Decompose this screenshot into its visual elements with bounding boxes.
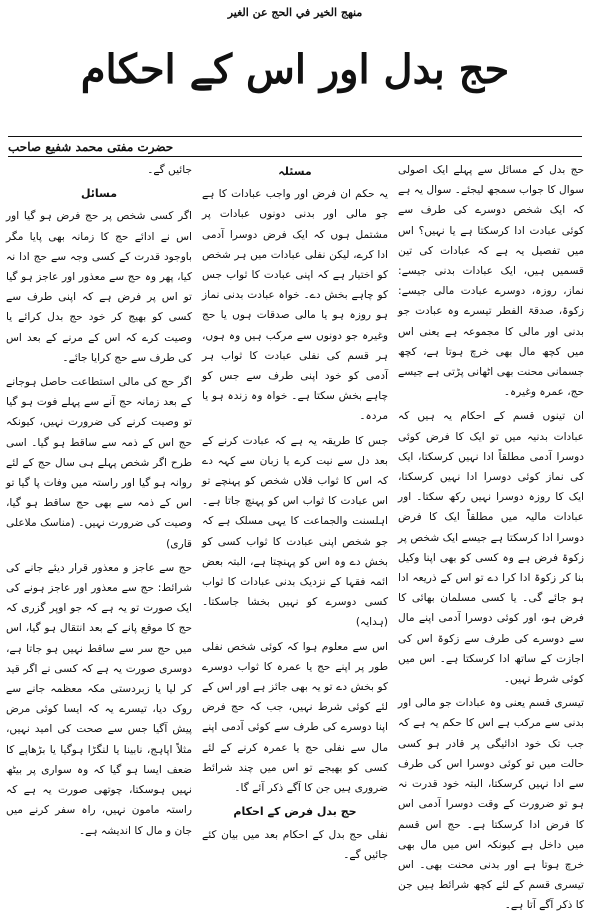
- paragraph: اگر حج کی مالی استطاعت حاصل ہوجانے کے بعد زمانہ حج آنے سے پہلے فوت ہو گیا تو وصیت کرنے کی ضرورت نہیں، کیونکہ حج اس کے ذمہ سے ساقط ہو گیا۔ اسی طرح اگر شخص پہلے ہی سال حج کے لئے روانہ ہو گیا اور راستہ میں وفات پا گیا تو اس کے ذمہ سے بھی حج ساقط ہو گیا، وصیت کی ضرورت نہیں۔ (مناسک ملاعلی قاری): [6, 376, 192, 550]
- article-title: حج بدل اور اس کے احکام: [80, 46, 510, 93]
- divider-top: [8, 136, 582, 137]
- paragraph: اگر کسی شخص پر حج فرض ہو گیا اور اس نے ادائے حج کا زمانہ بھی پایا مگر باوجود قدرت کے کسی وجہ سے حج ادا نہ کیا، پھر وہ حج سے معذور اور عاجز ہو گیا تو اس پر فرض ہے کہ اپنی طرف سے کسی کو بھیج کر خود حج بدل کرائے یا وصیت کرے کہ اس کے مرنے کے بعد اس کی طرف سے حج کرایا جائے۔: [6, 210, 192, 364]
- paragraph: جائیں گے۔: [147, 164, 192, 176]
- running-header: منهج الخير في الحج عن الغير: [227, 6, 363, 19]
- paragraph: ان تینوں قسم کے احکام یہ ہیں کہ عبادات بدنیہ میں تو ایک کا فرض کوئی دوسرا آدمی مطلقاً ادا نہیں کرسکتا، ایک کی نماز کوئی دوسرا ادا نہیں کرسکتا، ایک کا روزہ دوسرا نہیں رکھ سکتا۔ اور عبادات مالیہ میں مطلقاً ایک کا فرض دوسرا ادا کرسکتا ہے جیسے ایک شخص پر زکوۃ فرض ہے وہ کسی کو بھی اپنا وکیل بنا کر زکوۃ ادا کرا دے تو اس کے ذریعہ ادا ہو جائے گی۔ یا کسی مسلمان بھائی کا فرض ہو، اور کوئی دوسرا آدمی اپنے مال سے دوسرے کی طرف سے زکوۃ اس کی اجازت کے ساتھ ادا کرسکتا ہے۔ اس میں کوئی شرط نہیں۔: [398, 410, 584, 686]
- section-heading: مسئلہ: [278, 165, 312, 178]
- text-columns: [6, 160, 584, 912]
- paragraph: حج سے عاجز و معذور قرار دیئے جانے کی شرائط: حج سے معذور اور عاجز ہونے کی ایک صورت تو یہ ہے کہ جو اوپر گزری کہ حج کا موقع پانے کے بعد انتقال ہو گیا، اس میں حج سر سے ساقط نہیں ہو جاتا ہے، دوسری صورت یہ ہے کہ کسی نے اگر قید کر لیا یا زبردستی مکہ معظمہ جانے سے روک دیا، تیسرے یہ کہ ایسا کوئی مرض پیش آگیا جس سے صحت کی امید نہیں، مثلاً اپاہج، نابینا یا لنگڑا ہوگیا یا بڑھاپے کا ضعف ایسا ہو گیا کہ وہ سواری پر بیٹھ نہیں ہوسکتا، چوتھی صورت یہ ہے کہ راستہ مامون نہیں، راہ سفر کرنے میں جان و مال کا اندیشہ ہے۔: [6, 561, 192, 837]
- paragraph: جس کا طریقہ یہ ہے کہ عبادت کرنے کے بعد دل سے نیت کرے یا زبان سے کہہ دے کہ اس کا ثواب فلاں شخص کو پہنچے تو اس عبادت کا ثواب اس کو پہنچ جاتا ہے۔ اہلسنت والجماعت کا یہی مسلک ہے کہ جو شخص اپنی عبادت کا ثواب کسی کو بخش دے وہ اس کو پہنچتا ہے، البتہ بعض ائمہ فقہا کے نزدیک بدنی عبادات کا ثواب کسی دوسرے کو نہیں بخشا جاسکتا۔ (ہدایہ): [202, 434, 388, 629]
- paragraph: یہ حکم ان فرض اور واجب عبادات کا ہے جو مالی اور بدنی دونوں عبادات پر مشتمل ہوں کہ ایک فرض دوسرا آدمی ادا کرے، لیکن نفلی عبادات میں ہر شخص کو اختیار ہے کہ اپنی عبادت کا ثواب جس کو چاہے بخش دے۔ خواہ عبادت بدنی نماز ہو روزہ ہو یا مالی صدقات ہوں یا حج وغیرہ جو دونوں سے مرکب ہیں وہ ہوں، ہر قسم کی نفلی عبادت کا ثواب ہر آدمی کو خود اپنی طرف سے جس کو چاہے بخش سکتا ہے۔ خواہ وہ زندہ ہو یا مردہ۔: [202, 188, 388, 423]
- divider-bottom: [8, 156, 582, 157]
- paragraph: نفلی حج بدل کے احکام بعد میں بیان کئے جائیں گے۔: [202, 828, 388, 861]
- column-1: [398, 160, 584, 912]
- section-heading: حج بدل فرض کے احکام: [233, 805, 357, 819]
- paragraph: اس سے معلوم ہوا کہ کوئی شخص نفلی طور پر اپنے حج یا عمرہ کا ثواب دوسرے کو بخش دے تو یہ بھی جائز ہے اور اس کے لئے کوئی شرط نہیں، جب کہ حج فرض اپنا دوسرے کی طرف سے کوئی آدمی اپنے مال سے نفلی حج یا عمرہ کرنے کے لئے کسی کو بھیجے تو اس میں چند شرائط ضروری ہیں جن کا آگے ذکر آئے گا۔: [202, 640, 388, 795]
- column-2: [202, 160, 388, 861]
- section-heading: مسائل: [80, 187, 118, 201]
- author-byline: حضرت مفتی محمد شفیع صاحب: [8, 140, 174, 154]
- paragraph: حج بدل کے مسائل سے پہلے ایک اصولی سوال کا جواب سمجھ لیجئے۔ سوال یہ ہے کہ ایک شخص دوسرے کی طرف سے کوئی عبادت ادا کرسکتا ہے یا نہیں؟ اس میں تفصیل یہ ہے کہ عبادات کی تین قسمیں ہیں، ایک عبادات بدنی جیسے: نماز، روزہ، دوسرے عبادت مالی جیسے: زکوۃ، صدقۃ الفطر تیسرے وہ عبادت جو بدنی اور مالی کا مجموعہ ہے یعنی اس میں کچھ مال بھی خرچ ہوتا ہے، کچھ جسمانی محنت بھی اٹھانی پڑتی ہے جیسے حج، عمرہ وغیرہ۔: [398, 164, 584, 399]
- paragraph: تیسری قسم یعنی وہ عبادات جو مالی اور بدنی سے مرکب ہے اس کا حکم یہ ہے کہ جب تک خود ادائیگی پر قادر ہو کسی حالت میں تو کوئی دوسرا اس کی طرف سے ادا نہیں کرسکتا، البتہ خود قدرت نہ ہو تو ضرورت کے وقت دوسرا آدمی اس کا فرض ادا کرسکتا ہے۔ حج اس قسم میں داخل ہے کیونکہ اس میں مال بھی خرچ ہوتا ہے اور بدنی محنت بھی۔ اس تیسری قسم کے لئے کچھ شرائط ہیں جن کا ذکر آگے آتا ہے۔: [398, 697, 584, 912]
- column-3: [6, 160, 192, 837]
